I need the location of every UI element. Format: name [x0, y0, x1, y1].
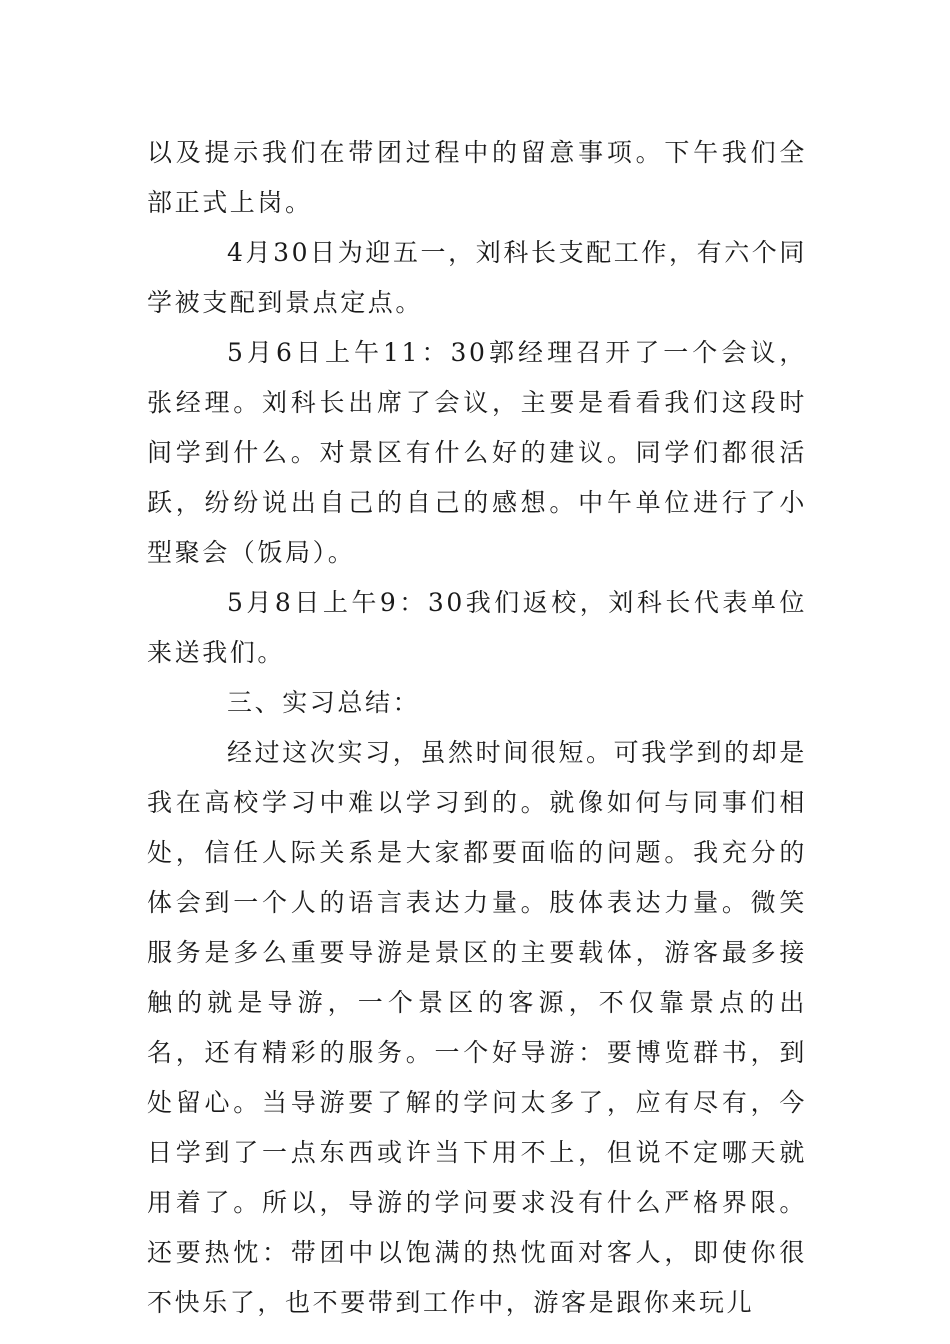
paragraph-may-6: 5月6日上午11：30郭经理召开了一个会议，张经理。刘科长出席了会议，主要是看看我们这段时间学到什么。对景区有什么好的建议。同学们都很活跃，纷纷说出自己的自己的感想。中午单位进行了小型聚会（饭局）。: [147, 338, 807, 567]
paragraph-summary: 经过这次实习，虽然时间很短。可我学到的却是我在高校学习中难以学习到的。就像如何与同事们相处，信任人际关系是大家都要面临的问题。我充分的体会到一个人的语言表达力量。肢体表达力量。微笑服务是多么重要导游是景区的主要载体，游客最多接触的就是导游，一个景区的客源，不仅靠景点的出名，还有精彩的服务。一个好导游：要博览群书，到处留心。当导游要了解的学问太多了，应有尽有，今日学到了一点东西或许当下用不上，但说不定哪天就用着了。所以，导游的学问要求没有什么严格界限。还要热忱：带团中以饱满的热忱面对客人，即使你很不快乐了，也不要带到工作中，游客是跟你来玩儿: [147, 738, 807, 1317]
paragraph-april-30: 4月30日为迎五一，刘科长支配工作，有六个同学被支配到景点定点。: [147, 238, 807, 317]
document-body: [147, 128, 807, 1328]
paragraph-may-8: 5月8日上午9：30我们返校，刘科长代表单位来送我们。: [147, 588, 807, 667]
section-heading-summary: 三、实习总结：: [227, 688, 421, 717]
paragraph-continued: 以及提示我们在带团过程中的留意事项。下午我们全部正式上岗。: [147, 138, 807, 217]
